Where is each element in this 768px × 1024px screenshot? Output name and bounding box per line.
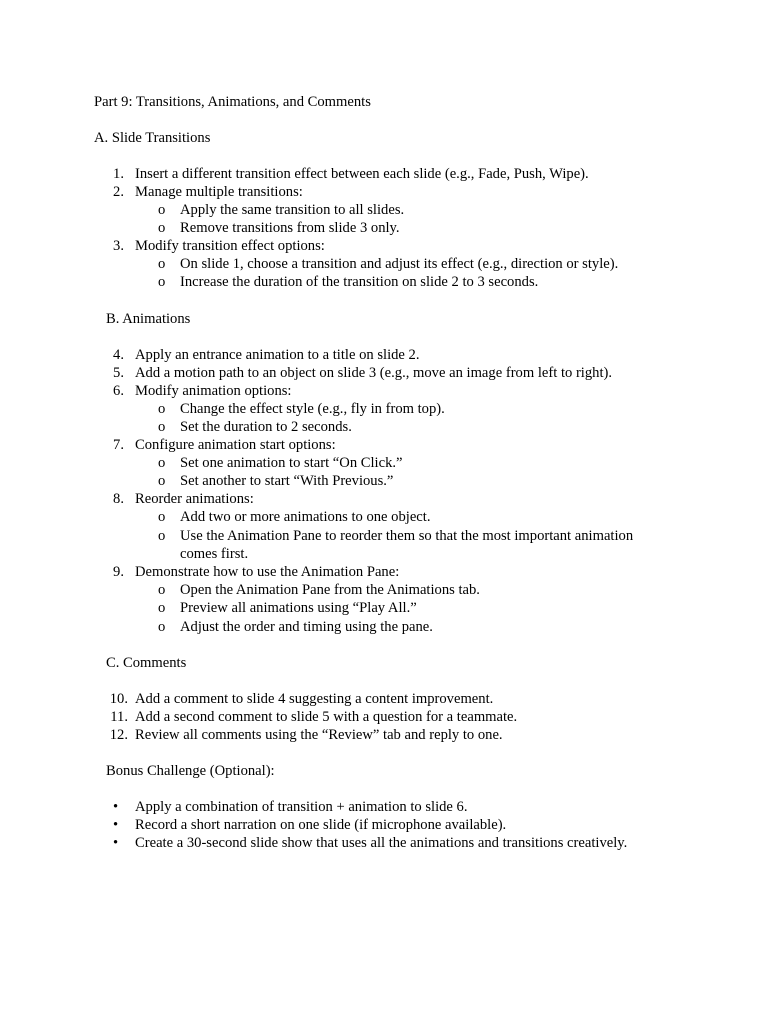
item-9-sub-1: Open the Animation Pane from the Animations tab.: [180, 582, 480, 598]
sub-bullet-marker: o: [158, 455, 166, 471]
item-6-sub-2: Set the duration to 2 seconds.: [180, 419, 352, 435]
sub-bullet-marker: o: [158, 528, 166, 544]
sub-bullet-marker: o: [158, 619, 166, 635]
bullet-marker: •: [113, 835, 119, 851]
item-2-sub-1: Apply the same transition to all slides.: [180, 202, 405, 218]
item-7-number: 7.: [113, 437, 124, 453]
item-7-text: Configure animation start options:: [135, 437, 336, 453]
item-2-sub-2: Remove transitions from slide 3 only.: [180, 220, 400, 236]
bullet-marker: •: [113, 817, 119, 833]
item-10-number: 10.: [109, 691, 128, 707]
item-2-number: 2.: [113, 184, 124, 200]
item-11-text: Add a second comment to slide 5 with a question for a teammate.: [135, 709, 518, 725]
item-10-text: Add a comment to slide 4 suggesting a content improvement.: [135, 691, 494, 707]
section-b-heading: B. Animations: [106, 311, 191, 327]
item-1-number: 1.: [113, 166, 124, 182]
item-6-text: Modify animation options:: [135, 383, 292, 399]
item-3-sub-1: On slide 1, choose a transition and adjust its effect (e.g., direction or style).: [180, 256, 619, 272]
item-8-sub-2-continuation: comes first.: [180, 546, 249, 562]
sub-bullet-marker: o: [158, 509, 166, 525]
item-8-sub-2: Use the Animation Pane to reorder them so that the most important animation: [180, 528, 634, 544]
item-3-number: 3.: [113, 238, 124, 254]
item-3-text: Modify transition effect options:: [135, 238, 325, 254]
item-4-text: Apply an entrance animation to a title on slide 2.: [135, 347, 420, 363]
bullet-marker: •: [113, 799, 119, 815]
item-2-text: Manage multiple transitions:: [135, 184, 303, 200]
item-12-text: Review all comments using the “Review” tab and reply to one.: [135, 727, 503, 743]
item-6-number: 6.: [113, 383, 124, 399]
document-title: Part 9: Transitions, Animations, and Comments: [94, 94, 371, 110]
item-8-text: Reorder animations:: [135, 491, 254, 507]
item-9-text: Demonstrate how to use the Animation Pane:: [135, 564, 400, 580]
item-6-sub-1: Change the effect style (e.g., fly in from top).: [180, 401, 445, 417]
item-8-number: 8.: [113, 491, 124, 507]
sub-bullet-marker: o: [158, 401, 166, 417]
item-1-text: Insert a different transition effect between each slide (e.g., Fade, Push, Wipe).: [135, 166, 589, 182]
section-c-heading: C. Comments: [106, 655, 187, 671]
sub-bullet-marker: o: [158, 274, 166, 290]
bonus-item-2: Record a short narration on one slide (if microphone available).: [135, 817, 507, 833]
sub-bullet-marker: o: [158, 600, 166, 616]
item-8-sub-1: Add two or more animations to one object.: [180, 509, 431, 525]
sub-bullet-marker: o: [158, 473, 166, 489]
sub-bullet-marker: o: [158, 220, 166, 236]
item-9-number: 9.: [113, 564, 124, 580]
item-7-sub-1: Set one animation to start “On Click.”: [180, 455, 403, 471]
bonus-item-1: Apply a combination of transition + animation to slide 6.: [135, 799, 468, 815]
item-11-number: 11.: [110, 709, 128, 725]
item-9-sub-3: Adjust the order and timing using the pane.: [180, 619, 433, 635]
item-5-number: 5.: [113, 365, 124, 381]
item-9-sub-2: Preview all animations using “Play All.”: [180, 600, 417, 616]
item-7-sub-2: Set another to start “With Previous.”: [180, 473, 394, 489]
bonus-item-3: Create a 30-second slide show that uses all the animations and transitions creatively.: [135, 835, 628, 851]
sub-bullet-marker: o: [158, 582, 166, 598]
item-4-number: 4.: [113, 347, 124, 363]
section-a-heading: A. Slide Transitions: [94, 130, 211, 146]
item-3-sub-2: Increase the duration of the transition on slide 2 to 3 seconds.: [180, 274, 539, 290]
bonus-heading: Bonus Challenge (Optional):: [106, 763, 275, 779]
sub-bullet-marker: o: [158, 256, 166, 272]
sub-bullet-marker: o: [158, 202, 166, 218]
item-5-text: Add a motion path to an object on slide 3 (e.g., move an image from left to right).: [135, 365, 613, 381]
sub-bullet-marker: o: [158, 419, 166, 435]
item-12-number: 12.: [109, 727, 128, 743]
